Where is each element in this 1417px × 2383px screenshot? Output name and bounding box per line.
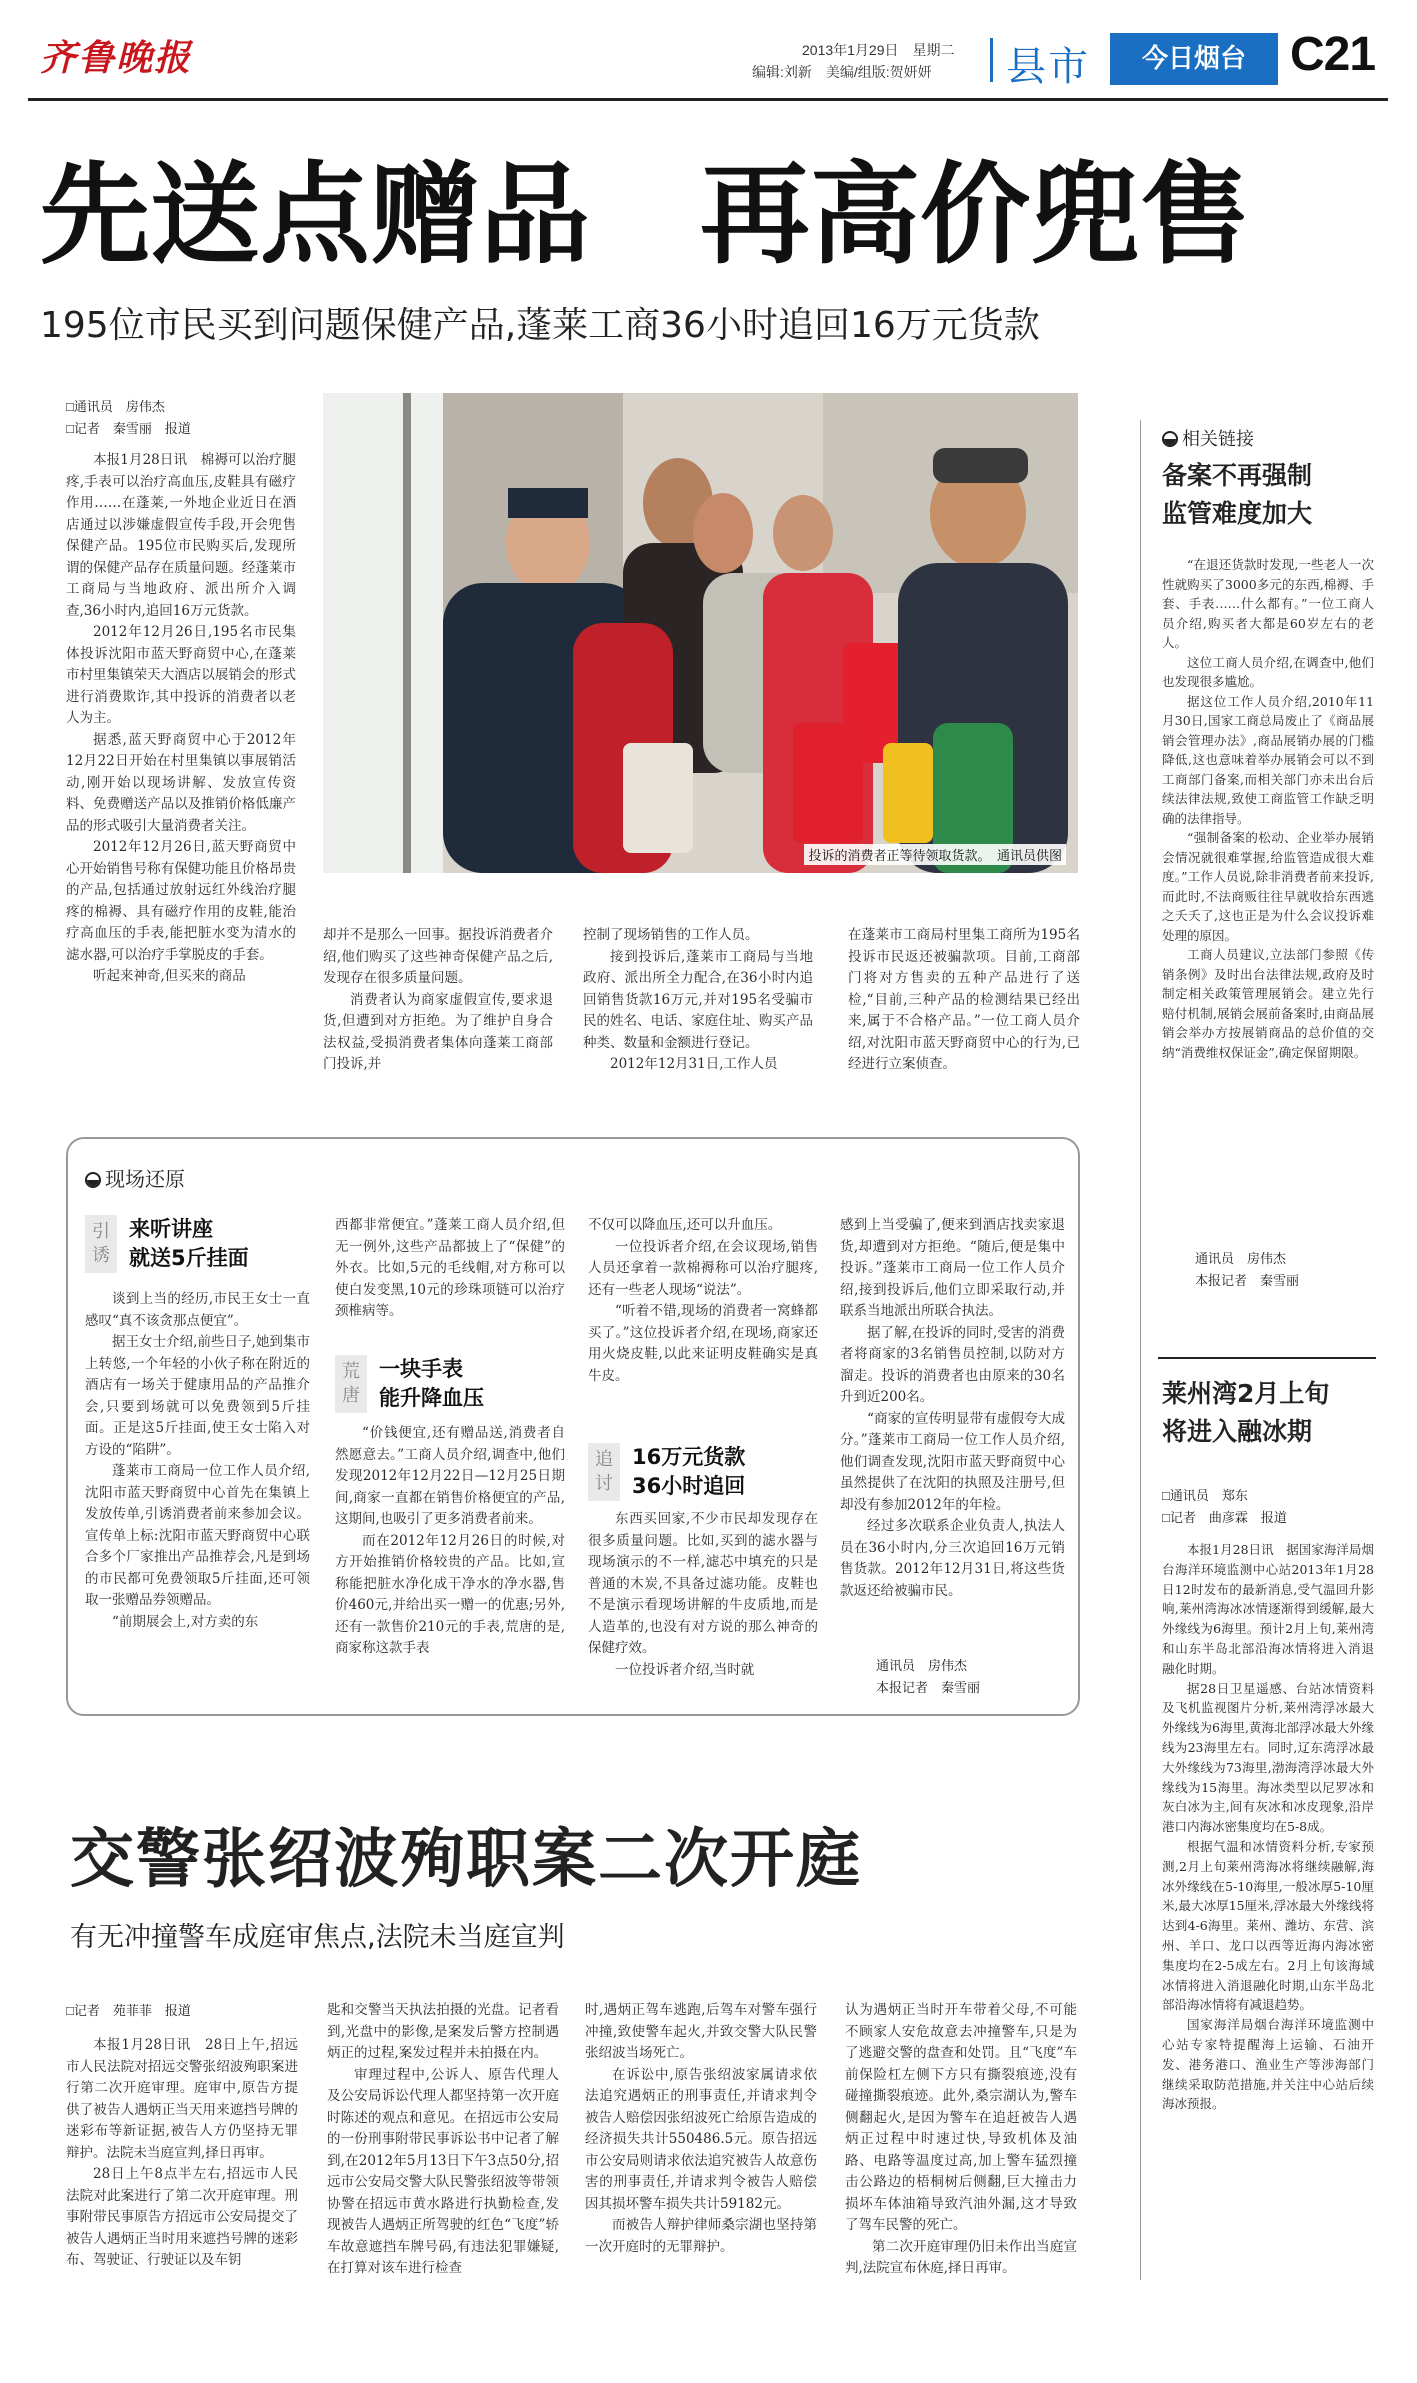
subhead-tag: 追讨 (588, 1443, 620, 1501)
paragraph: 本报1月28日讯 棉褥可以治疗腿疼,手表可以治疗高血压,皮鞋具有磁疗作用……在蓬莱,一外地企业近日在酒店通过以涉嫌虚假宣传手段,开会兜售保健产品。195位市民购买后,发现所谓的保健产品存在质量问题。经蓬莱市工商局与当地政府、派出所介入调查,36小时内,追回16万元货款。 (66, 452, 296, 619)
paragraph: 感到上当受骗了,便来到酒店找卖家退货,却遭到对方拒绝。“随后,便是集中投诉。”蓬莱市工商局一位工作人员介绍,接到投诉后,他们立即采取行动,并联系当地派出所联合执法。 (840, 1217, 1065, 1319)
paragraph: 东西买回家,不少市民却发现存在很多质量问题。比如,买到的滤水器与现场演示的不一样,滤芯中填充的只是普通的木炭,不具备过滤功能。皮鞋也不是演示看现场讲解的牛皮质地,而是人造革的,也没有对方说的那么神奇的保健疗效。 (588, 1511, 818, 1656)
photo-caption: 投诉的消费者正等待领取货款。 通讯员供图 (804, 844, 1066, 865)
scene-column-2 (335, 1215, 565, 1705)
subhead-text: 一块手表 能升降血压 (379, 1357, 484, 1410)
paragraph: 西都非常便宜。”蓬莱工商人员介绍,但无一例外,这些产品都披上了“保健”的外衣。比如,5元的毛线帽,对方称可以使白发变黑,10元的珍珠项链可以治疗颈椎病等。 (335, 1217, 565, 1319)
paragraph: 据28日卫星遥感、台站冰情资料及飞机监视图片分析,莱州湾浮冰最大外缘线为6海里,黄海北部浮冰最大外缘线为23海里左右。同时,辽东湾浮冰最大外缘线为73海里,渤海湾浮冰最大外缘线为15海里。海冰类型以尼罗冰和灰白冰为主,间有灰冰和冰皮现象,沿岸港口内海冰密集度均在5-8成。 (1162, 1680, 1374, 1835)
paragraph: 据王女士介绍,前些日子,她到集市上转悠,一个年轻的小伙子称在附近的酒店有一场关于健康用品的产品推介会,只要到场就可以免费领到5斤挂面。正是这5斤挂面,使王女士陷入对方设的“陷阱”。 (85, 1334, 310, 1458)
article1-column-4 (848, 925, 1080, 1125)
paragraph: 这位工商人员介绍,在调查中,他们也发现很多尴尬。 (1162, 654, 1374, 689)
paragraph: 根据气温和冰情资料分析,专家预测,2月上旬莱州湾海冰将继续融解,海冰外缘线在5-10海里,一般冰厚5-10厘米,最大冰厚15厘米,浮冰最大外缘线将达到4-6海里。莱州、潍坊、东营、滨州、羊口、龙口以西等近海内海冰密集度均在2-5成左右。2月上旬该海域冰情将进入消退融化时期,山东半岛北部沿海冰情将有减退趋势。 (1162, 1838, 1374, 2013)
sidebar-section-rule (1158, 1357, 1376, 1359)
sidebar1-title-line2: 监管难度加大 (1162, 499, 1313, 528)
paragraph: “价钱便宜,还有赠品送,消费者自然愿意去。”工商人员介绍,调查中,他们发现2012年12月22日—12月25日期间,商家一直都在销售价格便宜的产品,这期间,也吸引了更多消费者前来。 (335, 1425, 565, 1527)
article1-column-2 (323, 925, 553, 1125)
subhead-tag: 荒唐 (335, 1355, 367, 1413)
newspaper-logo: 齐鲁晚报 (40, 37, 193, 79)
crowd-photo-illustration (323, 393, 1078, 873)
paragraph: 接到投诉后,蓬莱市工商局与当地政府、派出所全力配合,在36小时内追回销售货款16万元,并对195名受骗市民的姓名、电话、家庭住址、购买产品种类、数量和金额进行登记。 (583, 948, 813, 1051)
scene-column-3 (588, 1215, 818, 1705)
paragraph: 匙和交警当天执法拍摄的光盘。记者看到,光盘中的影像,是案发后警方控制遇炳正的过程,案发过程并未拍摄在内。 (327, 2002, 559, 2061)
sidebar2-body (1162, 1540, 1374, 2350)
section-badge (1110, 33, 1278, 85)
subhead-recover (588, 1443, 818, 1503)
article2-column-4 (845, 2000, 1077, 2365)
header-rule (28, 98, 1388, 101)
scene-column-4-text (840, 1215, 1065, 1635)
paragraph: “在退还货款时发现,一些老人一次性就购买了3000多元的东西,棉褥、手套、手表……什么都有。”一位工商人员介绍,购买者大都是60岁左右的老人。 (1162, 557, 1374, 650)
paragraph: 28日上午8点半左右,招远市人民法院对此案进行了第二次开庭审理。刑事附带民事原告方招远市公安局提交了被告人遇炳正当时用来遮挡号牌的迷彩布、驾驶证、行驶证以及车钥 (66, 2166, 298, 2268)
scene-sig2: 本报记者 秦雪丽 (876, 1680, 981, 1695)
scene-column-1 (85, 1215, 310, 1705)
paragraph: “强制备案的松动、企业举办展销会情况就很难掌握,给监管造成很大难度。”工作人员说,除非消费者前来投诉,而此时,不法商贩往往早就收拾东西逃之夭夭了,这也正是为什么会议投诉难处理的原因。 (1162, 830, 1374, 943)
sidebar2-byline1: □通讯员 郑东 (1162, 1488, 1248, 1503)
article2-column-1 (66, 2035, 298, 2365)
article2-column-3 (585, 2000, 817, 2365)
paragraph: 据这位工作人员介绍,2010年11月30日,国家工商总局废止了《商品展销会管理办法》,商品展销办展的门槛降低,这也意味着举办展销会可以不到工商部门备案,而相关部门亦未出台后续法律法规,致使工商监管工作缺乏明确的法律指导。 (1162, 693, 1374, 826)
sidebar1-title (1162, 457, 1312, 533)
issue-date: 2013年1月29日 星期二 (802, 42, 955, 58)
section-label: 县市 (1006, 44, 1090, 90)
paragraph: 工商人员建议,立法部门参照《传销条例》及时出台法律法规,政府及时制定相关政策管理展销会。建立先行赔付机制,展销会展前备案时,由商品展销会举办方按展销商品的总价值的交纳“消费维权保证金”,确定保留期限。 (1162, 947, 1374, 1060)
article1-column-3 (583, 925, 813, 1125)
sidebar2-title (1162, 1375, 1329, 1451)
page-number: C21 (1290, 28, 1376, 81)
paragraph: 在诉讼中,原告张绍波家属请求依法追究遇炳正的刑事责任,并请求判令被告人赔偿因张绍波死亡给原告造成的经济损失共计550486.5元。原告招远市公安局则请求依法追究被告人故意伤害的刑事责任,并请求判令被告人赔偿因其损坏警车损失共计59182元。 (585, 2066, 817, 2212)
paragraph: 2012年12月31日,工作人员 (610, 1056, 778, 1072)
paragraph: “商家的宣传明显带有虚假夸大成分。”蓬莱市工商局一位工作人员介绍,他们调查发现,沈阳市蓝天野商贸中心虽然提供了在沈阳的执照及注册号,但却没有参加2012年的年检。 (840, 1410, 1065, 1513)
section-badge-text: 今日烟台 (1141, 44, 1246, 74)
paragraph: 据了解,在投诉的同时,受害的消费者将商家的3名销售员控制,以防对方溜走。投诉的消费者也由原来的30名升到近200名。 (840, 1324, 1065, 1405)
paragraph: 时,遇炳正驾车逃跑,后驾车对警车强行冲撞,致使警车起火,并致交警大队民警张绍波当场死亡。 (585, 2002, 817, 2061)
paragraph: 而在2012年12月26日的时候,对方开始推销价格较贵的产品。比如,宣称能把脏水净化成干净水的净水器,售价460元,并给出买一赠一的优惠;另外,还有一款售价210元的手表,荒唐的是,商家称这款手表 (335, 1532, 565, 1656)
paragraph: 控制了现场销售的工作人员。 (583, 927, 759, 943)
byline-correspondent: □通讯员 房伟杰 (66, 399, 165, 414)
paragraph: 而被告人辩护律师桑宗湖也坚持第一次开庭时的无罪辩护。 (585, 2217, 817, 2255)
scene-column-1-text (85, 1289, 310, 1705)
paragraph: “前期展会上,对方卖的东 (112, 1613, 259, 1630)
article2-column-2 (327, 2000, 559, 2365)
paragraph: 认为遇炳正当时开车带着父母,不可能不顾家人安危故意去冲撞警车,只是为了逃避交警的盘查和处罚。且“飞度”车前保险杠左侧下方只有撕裂痕迹,没有碰撞撕裂痕迹。此外,桑宗湖认为,警车侧翻起火,是因为警车在追赶被告人遇炳正过程中时速过快,导致机体及油路、电路等温度过高,加上警车猛烈撞击公路边的梧桐树后侧翻,巨大撞击力损坏车体油箱导致汽油外漏,这才导致了驾车民警的死亡。 (845, 2002, 1077, 2233)
sidebar2-byline2: □记者 曲彦霖 报道 (1162, 1510, 1287, 1525)
paragraph: 不仅可以降血压,还可以升血压。 (588, 1217, 782, 1233)
paragraph: 一位投诉者介绍,在会议现场,销售人员还拿着一款棉褥称可以治疗腿疼,还有一些老人现场“说法”。 (588, 1238, 818, 1298)
article2-subheadline: 有无冲撞警车成庭审焦点,法院未当庭宣判 (70, 1922, 565, 1953)
sidebar1-sig2: 本报记者 秦雪丽 (1195, 1273, 1300, 1288)
scene-tag-label: 现场还原 (105, 1167, 185, 1191)
paragraph: 2012年12月26日,195名市民集体投诉沈阳市蓝天野商贸中心,在蓬莱市村里集镇荣天大酒店以展销会的形式进行消费欺诈,其中投诉的消费者以老人为主。 (66, 624, 296, 726)
headline: 先送点赠品 再高价兜售 (40, 151, 1250, 279)
paragraph: 消费者认为商家虚假宣传,要求退货,但遭到对方拒绝。为了维护自身合法权益,受损消费者集体向蓬莱工商部门投诉,并 (323, 991, 553, 1072)
subhead-absurd (335, 1355, 565, 1415)
scene-column-2-text-b (335, 1423, 565, 1705)
paragraph: 一位投诉者介绍,当时就 (615, 1661, 755, 1678)
paragraph: 蓬莱市工商局一位工作人员介绍,沈阳市蓝天野商贸中心首先在集镇上发放传单,引诱消费者前来参加会议。宣传单上标:沈阳市蓝天野商贸中心联合多个厂家推出产品推荐会,凡是到场的市民都可免费领取5斤挂面,还可领取一张赠品券领赠品。 (85, 1463, 310, 1608)
byline-reporter: □记者 秦雪丽 报道 (66, 421, 191, 436)
paragraph: 听起来神奇,但买来的商品 (93, 968, 246, 984)
scene-column-3-text-b (588, 1509, 818, 1705)
subhead-lure (85, 1215, 310, 1275)
sidebar2-title-line2: 将进入融冰期 (1162, 1417, 1313, 1446)
sidebar1-title-line1: 备案不再强制 (1162, 461, 1313, 490)
scene-column-2-text-a (335, 1215, 565, 1347)
half-circle-icon (1162, 431, 1178, 447)
paragraph: 审理过程中,公诉人、原告代理人及公安局诉讼代理人都坚持第一次开庭时陈述的观点和意见。在招远市公安局的一份刑事附带民事诉讼书中记者了解到,在2012年5月13日下午3点50分,招远市公安局交警大队民警张绍波等带领协警在招远市黄水路进行执勤检查,发现被告人遇炳正所驾驶的红色“飞度”轿车故意遮挡车牌号码,有违法犯罪嫌疑,在打算对该车进行检查 (327, 2066, 559, 2276)
paragraph: 却并不是那么一回事。据投诉消费者介绍,他们购买了这些神奇保健产品之后,发现存在很多质量问题。 (323, 927, 553, 986)
paragraph: 第二次开庭审理仍旧未作出当庭宣判,法院宣布休庭,择日再审。 (845, 2238, 1077, 2276)
article1-column-1 (66, 450, 296, 1120)
sidebar-divider (1140, 420, 1141, 2280)
masthead (0, 0, 1417, 100)
half-circle-icon (85, 1172, 101, 1188)
related-links-tag (1162, 425, 1254, 451)
paragraph: 本报1月28日讯 28日上午,招远市人民法院对招远交警张绍波殉职案进行第二次开庭审理。庭审中,原告方提供了被告人遇炳正当天用来遮挡号牌的迷彩布等新证据,被告人方仍坚持无罪辩护。法院未当庭宣判,择日再审。 (66, 2037, 298, 2161)
scene-tag (85, 1163, 185, 1192)
article2-byline: □记者 苑菲菲 报道 (66, 2003, 191, 2018)
header-divider (990, 38, 993, 82)
subhead-tag: 引诱 (85, 1215, 117, 1273)
article2-headline: 交警张绍波殉职案二次开庭 (70, 1823, 862, 1897)
paragraph: 本报1月28日讯 据国家海洋局烟台海洋环境监测中心站2013年1月28日12时发布的最新消息,受气温回升影响,莱州湾海冰冰情逐渐得到缓解,最大外缘线为6海里。预计2月上旬,莱州湾和山东半岛北部沿海冰情将进入消退融化时期。 (1162, 1542, 1374, 1676)
subhead-text: 16万元货款 36小时追回 (632, 1445, 746, 1498)
paragraph: 经过多次联系企业负责人,执法人员在36小时内,分三次追回16万元销售货款。2012年12月31日,将这些货款返还给被骗市民。 (840, 1518, 1065, 1599)
paragraph: 国家海洋局烟台海洋环境监测中心站专家特提醒海上运输、石油开发、港务港口、渔业生产等涉海部门继续采取防范措施,并关注中心站后续海冰预报。 (1162, 2017, 1374, 2112)
sidebar2-title-line1: 莱州湾2月上旬 (1162, 1379, 1330, 1408)
news-photo (323, 393, 1078, 873)
paragraph: “听着不错,现场的消费者一窝蜂都买了。”这位投诉者介绍,在现场,商家还用火烧皮鞋,以此来证明皮鞋确实是真牛皮。 (588, 1303, 818, 1384)
paragraph: 2012年12月26日,蓝天野商贸中心开始销售号称有保健功能且价格昂贵的产品,包括通过放射远红外线治疗腿疼的棉褥、具有磁疗作用的皮鞋,能治疗高血压的手表,能把脏水变为清水的滤水器,可以治疗手掌脱皮的手套。 (66, 839, 296, 963)
paragraph: 据悉,蓝天野商贸中心于2012年12月22日开始在村里集镇以事展销活动,刚开始以现场讲解、发放宣传资料、免费赠送产品以及推销价格低廉产品的形式吸引大量消费者关注。 (66, 731, 296, 834)
scene-column-3-text-a (588, 1215, 818, 1435)
scene-column-4 (840, 1215, 1065, 1705)
subhead-text: 来听讲座 就送5斤挂面 (129, 1217, 249, 1270)
related-links-label: 相关链接 (1182, 429, 1254, 450)
paragraph: 在蓬莱市工商局村里集工商所为195名投诉市民返还被骗款项。目前,工商部门将对方售卖的五种产品进行了送检,“目前,三种产品的检测结果已经出来,属于不合格产品。”一位工商人员介绍,对沈阳市蓝天野商贸中心的行为,已经进行立案侦查。 (848, 927, 1080, 1072)
editor-line: 编辑:刘新 美编/组版:贺妍妍 (752, 64, 932, 80)
sidebar1-sig1: 通讯员 房伟杰 (1195, 1251, 1287, 1266)
scene-sig1: 通讯员 房伟杰 (876, 1658, 968, 1673)
paragraph: 谈到上当的经历,市民王女士一直感叹“真不该贪那点便宜”。 (85, 1291, 310, 1329)
sidebar1-body (1162, 555, 1374, 1290)
subheadline: 195位市民买到问题保健产品,蓬莱工商36小时追回16万元货款 (40, 305, 1040, 346)
